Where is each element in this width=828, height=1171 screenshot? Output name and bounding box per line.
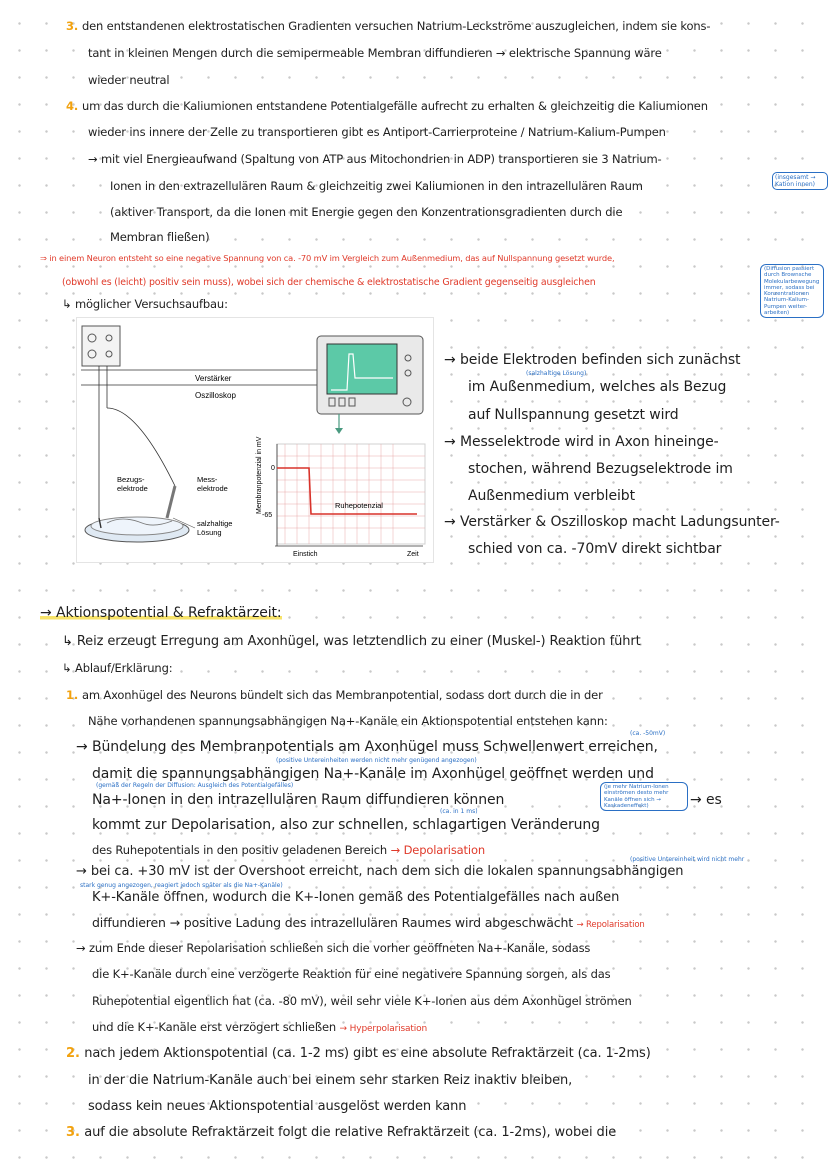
note-positive-1: (positive Untereinheiten werden nicht mehr genügend angezogen): [276, 757, 477, 764]
step-number: 1.: [66, 688, 82, 702]
step-1-line-13: Ruhepotential eigentlich hat (ca. -80 mV), weil sehr viele K+-Ionen aus dem Axonhügel strömen: [92, 994, 632, 1008]
item-4-line-3: → mit viel Energieaufwand (Spaltung von ATP aus Mitochondrien in ADP) transportieren sie 3 Natrium-: [88, 152, 662, 166]
step-1-line-5-arrow: → es: [690, 792, 722, 808]
step-1-line-1: 1. am Axonhügel des Neurons bündelt sich das Membranpotential, sodass dort durch die in der: [66, 688, 603, 702]
label-loesung: Lösung: [197, 528, 222, 537]
step-number: 2.: [66, 1046, 85, 1061]
experiment-diagram: [77, 318, 433, 562]
explanation-2-b: stochen, während Bezugselektrode im: [468, 461, 733, 477]
step-1-line-2: Nähe vorhandenen spannungsabhängigen Na+-Kanäle ein Aktionspotential entstehen kann:: [88, 714, 608, 728]
explanation-1-a: → beide Elektroden befinden sich zunächst: [444, 352, 741, 368]
step-1-line-6: kommt zur Depolarisation, also zur schnellen, schlagartigen Veränderung: [92, 817, 600, 833]
step-number: 4.: [66, 99, 82, 113]
section-heading: [40, 603, 282, 623]
step-1-line-9: K+-Kanäle öffnen, wodurch die K+-Ionen gemäß des Potentialgefälles nach außen: [92, 890, 620, 905]
conclusion-line-a: ⇒ in einem Neuron entsteht so eine negative Spannung von ca. -70 mV im Vergleich zum Außenmedium, das auf Nullspannung gesetzt wurde,: [40, 253, 615, 263]
tag-hyperpolarisation: → Hyperpolarisation: [339, 1024, 428, 1034]
step-1-line-14: [92, 1019, 427, 1037]
text: des Ruhepotentials in den positiv geladenen Bereich: [92, 843, 388, 857]
amplifier-device: [82, 326, 120, 366]
step-1-line-4: damit die spannungsabhängigen Na+-Kanäle im Axonhügel geöffnet werden und: [92, 766, 654, 782]
step-3-line-1: 3. auf die absolute Refraktärzeit folgt die relative Refraktärzeit (ca. 1-2ms), wobei die: [66, 1125, 617, 1140]
step-2-line-3: sodass kein neues Aktionspotential ausgelöst werden kann: [88, 1099, 467, 1114]
text: und die K+-Kanäle erst verzögert schließen: [92, 1020, 337, 1034]
item-3-line-2: tant in kleinen Mengen durch die semipermeable Membran diffundieren → elektrische Spannung wäre: [88, 46, 662, 60]
step-1-line-8: → bei ca. +30 mV ist der Overshoot erreicht, nach dem sich die lokalen spannungsabhängigen: [76, 864, 684, 879]
y-tick-65: -65: [262, 512, 273, 519]
label-elektrode-2: elektrode: [197, 484, 228, 493]
note-gemaess: (gemäß der Regeln der Diffusion: Ausgleich des Potentialgefälles): [96, 782, 294, 789]
conclusion-line-b: (obwohl es (leicht) positiv sein muss), wobei sich der chemische & elektrostatische Gradient gegenseitig ausgleichen: [62, 277, 596, 288]
item-4-line-2: wieder ins innere der Zelle zu transportieren gibt es Antiport-Carrierproteine / Natrium-Kalium-Pumpen: [88, 125, 666, 139]
heading-text: → Aktionspotential & Refraktärzeit:: [40, 605, 282, 621]
explanation-1-c: auf Nullspannung gesetzt wird: [468, 407, 679, 423]
item-3-line-3: wieder neutral: [88, 73, 170, 87]
step-1-line-12: die K+-Kanäle durch eine verzögerte Reaktion für eine negativere Spannung sorgen, als das: [92, 967, 611, 981]
tag-repolarisation: → Repolarisation: [576, 920, 645, 930]
label-oscilloscope: Oszilloskop: [195, 391, 236, 400]
explanation-3-a: → Verstärker & Oszilloskop macht Ladungsunter-: [444, 514, 780, 530]
procedure-label: ↳ Ablauf/Erklärung:: [62, 661, 173, 675]
label-ruhepotenzial: Ruhepotenzial: [335, 501, 383, 510]
setup-label: ↳ möglicher Versuchsaufbau:: [62, 297, 228, 311]
step-number: 3.: [66, 1125, 85, 1140]
tag-depolarisation: → Depolarisation: [390, 843, 485, 857]
step-1-line-7: [92, 842, 485, 858]
oscilloscope-screen: [327, 344, 397, 394]
explanation-3-b: schied von ca. -70mV direkt sichtbar: [468, 541, 722, 557]
note-insgesamt: (insgesamt → Kation innen): [772, 172, 828, 190]
text: 3. den entstandenen elektrostatischen Gradienten versuchen Natrium-Leckströme auszugleichen, indem sie kons-: [66, 19, 711, 33]
note-positive-2: (positive Untereinheit wird nicht mehr: [630, 856, 745, 863]
step-1-line-10: [92, 915, 645, 933]
step-1-line-5: Na+-Ionen in den intrazellulären Raum diffundieren können: [92, 792, 505, 808]
x-label-zeit: Zeit: [407, 551, 419, 558]
label-elektrode-1: elektrode: [117, 484, 148, 493]
stimulus-line: ↳ Reiz erzeugt Erregung am Axonhügel, was letztendlich zu einer (Muskel-) Reaktion führt: [62, 634, 641, 649]
text: diffundieren → positive Ladung des intrazellulären Raumes wird abgeschwächt: [92, 915, 573, 930]
note-ca-50: (ca. -50mV): [630, 730, 666, 737]
explanation-1-b: im Außenmedium, welches als Bezug: [468, 379, 727, 395]
x-label-einstich: Einstich: [293, 551, 318, 558]
y-axis-label: Membranpotenzial in mV: [256, 436, 263, 514]
label-mess: Mess-: [197, 475, 218, 484]
step-2-line-2: in der die Natrium-Kanäle auch bei einem sehr starken Reiz inaktiv bleiben,: [88, 1073, 573, 1088]
note-je-mehr: (je mehr Natrium-Ionen einströmen desto mehr Kanäle öffnen sich → Kaskadeneffekt): [600, 782, 688, 811]
label-amplifier: Verstärker: [195, 374, 232, 383]
step-number: 3.: [66, 19, 82, 33]
step-1-line-3: → Bündelung des Membranpotentials am Axonhügel muss Schwellenwert erreichen,: [76, 739, 658, 755]
item-3-line-1: [66, 18, 710, 34]
item-4-line-6: Membran fließen): [110, 230, 210, 244]
label-salzhaltige: salzhaltige: [197, 519, 233, 528]
explanation-2-a: → Messelektrode wird in Axon hineinge-: [444, 434, 719, 450]
note-salzhaltig: (salzhaltige Lösung): [526, 370, 587, 377]
note-diffusion: (Diffusion passiert durch Brownsche Molekularbewegung immer, sodass bei Konzentrationen Natrium-Kalium-Pumpen weiter-arbeiten): [760, 264, 824, 318]
step-2-line-1: 2. nach jedem Aktionspotential (ca. 1-2 ms) gibt es eine absolute Refraktärzeit (ca. 1-2ms): [66, 1046, 651, 1061]
note-ca-1ms: (ca. in 1 ms): [440, 808, 478, 815]
item-4-line-5: (aktiver Transport, da die Ionen mit Energie gegen den Konzentrationsgradienten durch die: [110, 205, 623, 219]
label-bezugs: Bezugs-: [117, 475, 145, 484]
arrow-icon: [335, 428, 343, 434]
membrane-potential-graph: [256, 436, 425, 558]
note-stark: stark genug angezogen, reagiert jedoch später als die Na+-Kanäle): [80, 882, 283, 889]
item-4-line-1: 4. um das durch die Kaliumionen entstandene Potentialgefälle aufrecht zu erhalten & gleichzeitig die Kaliumionen: [66, 99, 708, 113]
y-tick-0: 0: [271, 465, 275, 472]
step-1-line-11: → zum Ende dieser Repolarisation schließen sich die vorher geöffneten Na+-Kanäle, sodass: [76, 941, 591, 955]
experiment-figure: [76, 317, 434, 563]
explanation-2-c: Außenmedium verbleibt: [468, 488, 635, 504]
item-4-line-4: Ionen in den extrazellulären Raum & gleichzeitig zwei Kaliumionen in den intrazellulären Raum: [110, 179, 643, 193]
